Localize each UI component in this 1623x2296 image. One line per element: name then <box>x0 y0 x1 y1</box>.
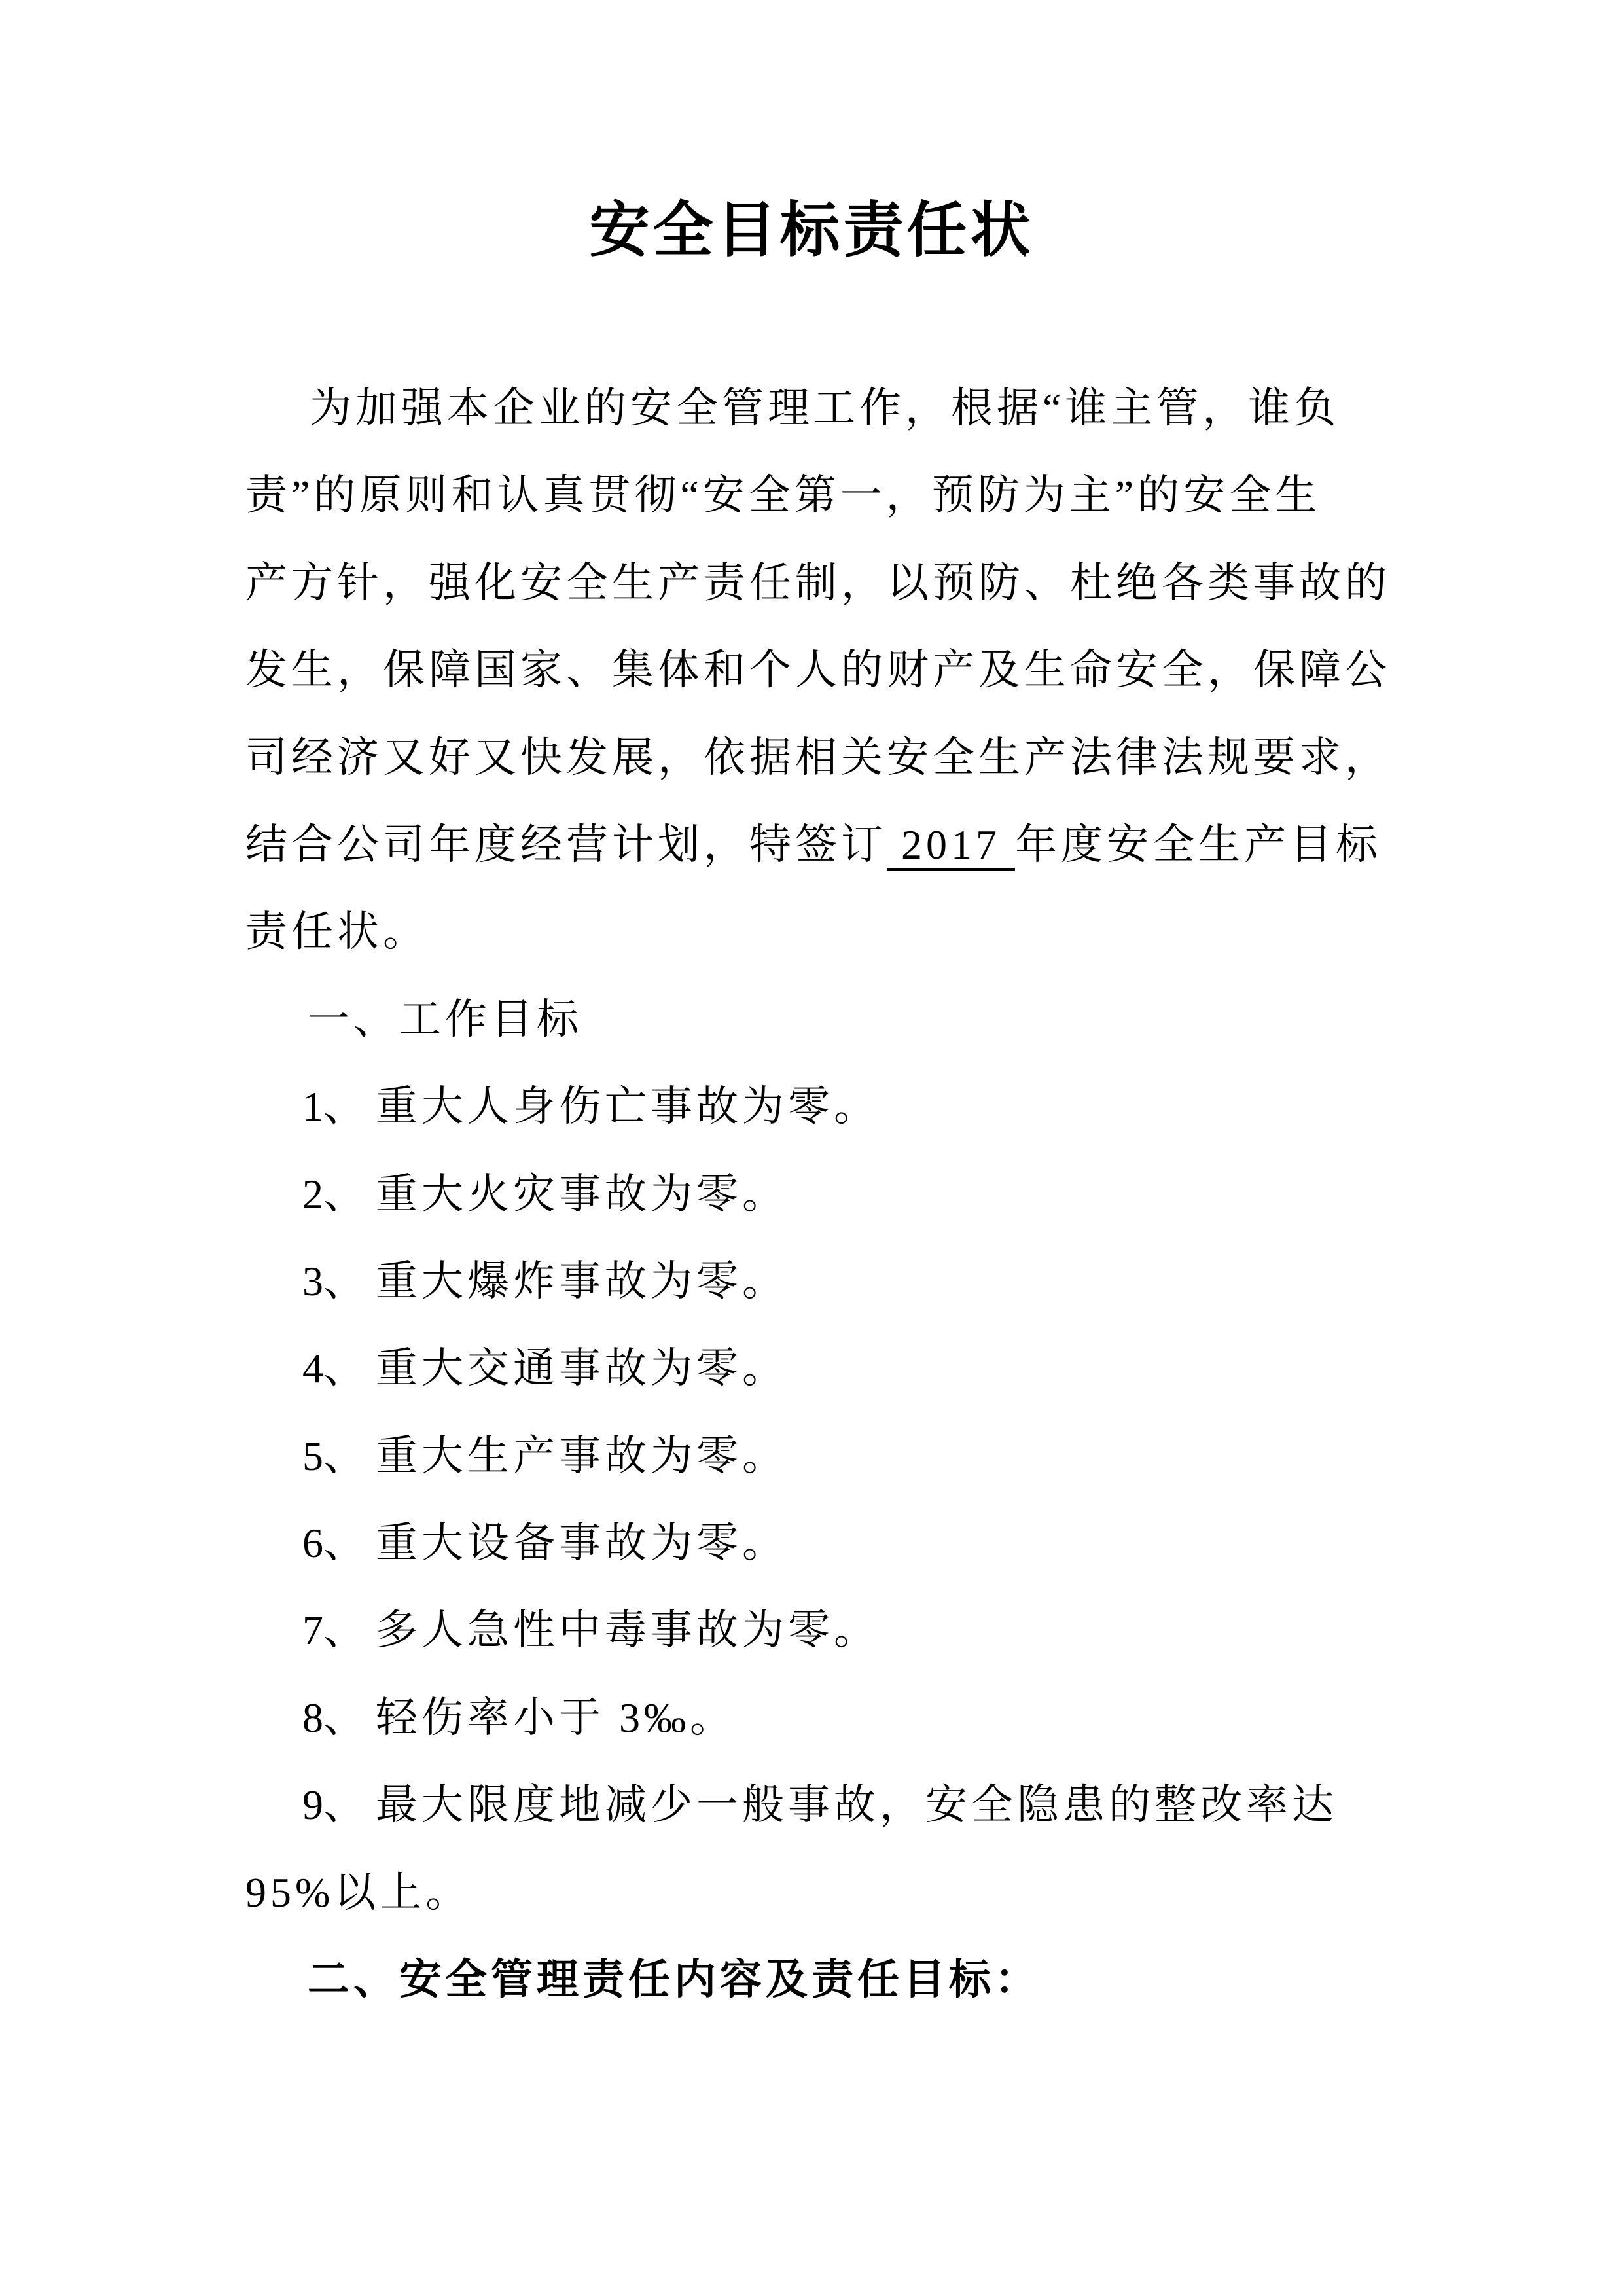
intro-line-5: 司经济又好又快发展，依据相关安全生产法律法规要求， <box>245 734 1391 781</box>
goal-text: 重大设备事故为零。 <box>376 1520 788 1567</box>
goal-number: 2、 <box>302 1170 365 1217</box>
goal-item-9-wrap: 95%以上。 <box>245 1869 472 1916</box>
goal-text: 重大交通事故为零。 <box>376 1345 788 1392</box>
goal-number: 6、 <box>302 1520 365 1567</box>
goal-text: 最大限度地减少一般事故，安全隐患的整改率达 <box>376 1782 1338 1829</box>
intro-line-4: 发生，保障国家、集体和个人的财产及生命安全，保障公 <box>245 647 1391 694</box>
goal-text: 重大爆炸事故为零。 <box>376 1257 788 1304</box>
section-heading-1: 一、工作目标 <box>308 996 582 1043</box>
goal-item-6 <box>245 1499 1378 1587</box>
goal-text: 多人急性中毒事故为零。 <box>376 1607 880 1654</box>
goal-number: 4、 <box>302 1345 365 1392</box>
goal-text: 重大火灾事故为零。 <box>376 1170 788 1217</box>
intro-line-7: 责任状。 <box>245 908 429 956</box>
goal-item-4 <box>245 1325 1378 1412</box>
goal-item-7 <box>245 1587 1378 1674</box>
goal-text: 重大生产事故为零。 <box>376 1432 788 1479</box>
goal-item-2 <box>245 1151 1378 1238</box>
intro-line-6-before: 结合公司年度经营计划，特签订 <box>245 821 887 868</box>
intro-line-3: 产方针，强化安全生产责任制，以预防、杜绝各类事故的 <box>245 559 1391 606</box>
year-underlined: 2017 <box>887 821 1015 871</box>
document-body <box>245 365 1391 2023</box>
document-title: 安全目标责任状 <box>589 197 1034 264</box>
goal-number: 9、 <box>302 1782 365 1829</box>
goal-item-1 <box>245 1063 1378 1150</box>
goal-number: 3、 <box>302 1257 365 1304</box>
goal-number: 5、 <box>302 1432 365 1479</box>
goal-text: 重大人身伤亡事故为零。 <box>376 1083 880 1130</box>
goal-item-9 <box>245 1761 1378 1848</box>
goal-number: 7、 <box>302 1607 365 1654</box>
intro-line-2: 责”的原则和认真贯彻“安全第一，预防为主”的安全生 <box>245 472 1321 519</box>
goal-item-5 <box>245 1412 1378 1499</box>
goal-item-8 <box>245 1674 1378 1761</box>
section-heading-2: 二、安全管理责任内容及责任目标： <box>308 1956 1041 2003</box>
goal-item-3 <box>245 1238 1378 1325</box>
intro-line-6 <box>245 801 1382 888</box>
goal-number: 8、 <box>302 1694 365 1741</box>
intro-line-1: 为加强本企业的安全管理工作，根据“谁主管，谁负 <box>310 385 1340 431</box>
goal-text: 轻伤率小于 3‰。 <box>376 1694 736 1741</box>
goal-number: 1、 <box>302 1083 365 1130</box>
intro-line-6-after: 年度安全生产目标 <box>1015 821 1382 868</box>
